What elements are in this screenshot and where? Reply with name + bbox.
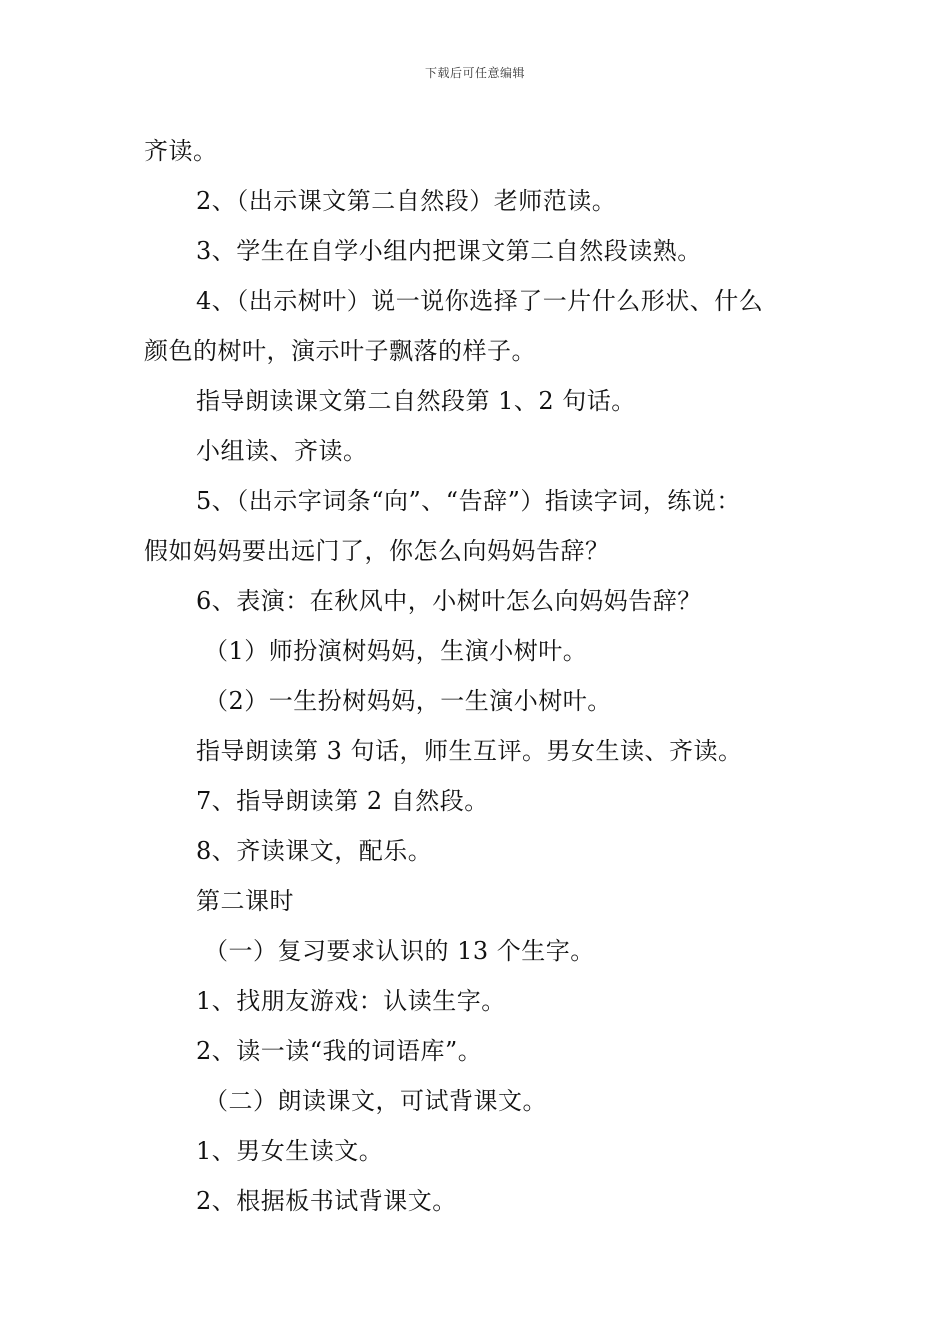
text-line: 小组读、齐读。: [196, 437, 368, 465]
text-line: （一）复习要求认识的 13 个生字。: [204, 937, 595, 965]
text-line: 颜色的树叶，演示叶子飘落的样子。: [144, 337, 536, 365]
text-line: 1、找朋友游戏：认读生字。: [196, 987, 506, 1015]
text-line: 7、指导朗读第 2 自然段。: [196, 787, 489, 815]
document-body: [144, 126, 834, 1226]
page-header: 下载后可任意编辑: [424, 66, 525, 80]
text-line: 5、（出示字词条“向”、“告辞”）指读字词，练说：: [196, 487, 741, 515]
text-line: 齐读。: [144, 137, 218, 165]
text-line: 8、齐读课文，配乐。: [196, 837, 433, 865]
text-line: 3、学生在自学小组内把课文第二自然段读熟。: [196, 237, 702, 265]
text-line: 2、根据板书试背课文。: [196, 1187, 457, 1215]
text-line: 指导朗读第 3 句话，师生互评。男女生读、齐读。: [196, 737, 743, 765]
text-line: 指导朗读课文第二自然段第 1、2 句话。: [196, 387, 636, 415]
text-line: 1、男女生读文。: [196, 1137, 384, 1165]
text-line: 2、（出示课文第二自然段）老师范读。: [196, 187, 617, 215]
text-line: 假如妈妈要出远门了，你怎么向妈妈告辞？: [144, 537, 610, 565]
section-heading: 第二课时: [196, 887, 294, 915]
text-line: （1）师扮演树妈妈，生演小树叶。: [204, 637, 588, 665]
text-line: （2）一生扮树妈妈，一生演小树叶。: [204, 687, 612, 715]
text-line: （二）朗读课文，可试背课文。: [204, 1087, 547, 1115]
text-line: 2、读一读“我的词语库”。: [196, 1037, 483, 1065]
text-line: 6、表演：在秋风中，小树叶怎么向妈妈告辞？: [196, 587, 702, 615]
text-line: 4、（出示树叶）说一说你选择了一片什么形状、什么: [196, 287, 764, 315]
